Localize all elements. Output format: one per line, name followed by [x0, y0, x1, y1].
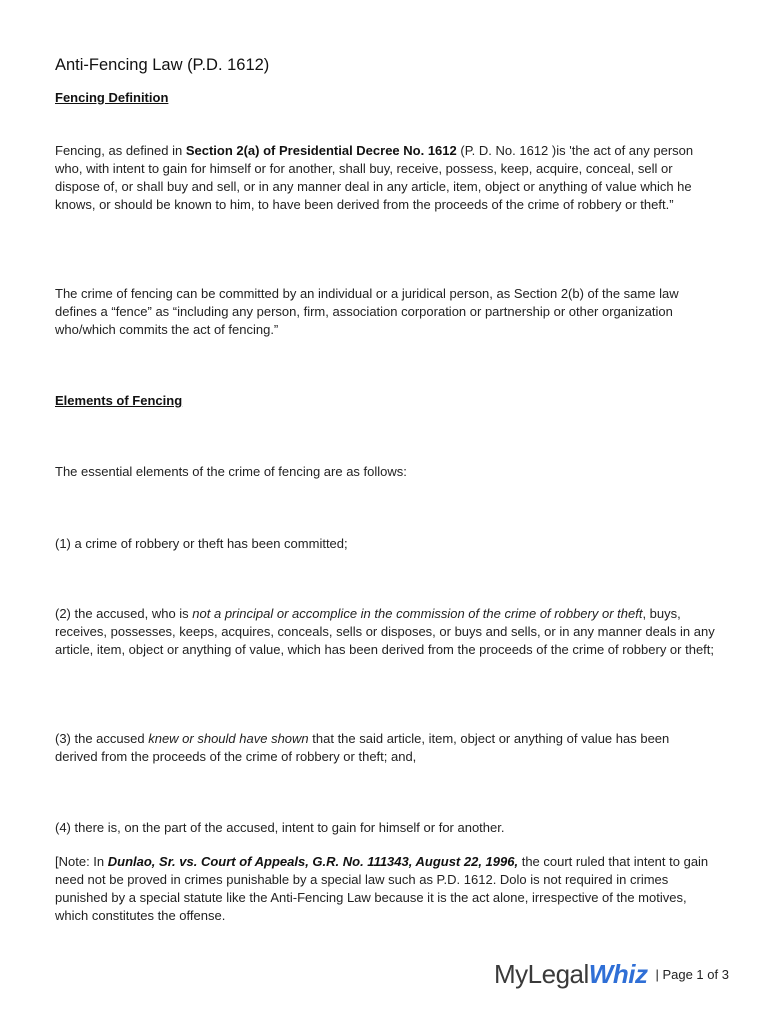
element-3 [55, 730, 715, 766]
note-text-c: the court ruled that intent to gain need not be proved in crimes punishable by a special law such as P.D. 1612. Dolo is not required in crimes punished by a special statute like the Anti-Fencing Law because it is the act alone, irrespective of the motives, which constitutes the offense. [55, 854, 709, 923]
element-4: (4) there is, on the part of the accused, intent to gain for himself or for another. [55, 820, 505, 835]
heading-elements-of-fencing: Elements of Fencing [55, 393, 183, 408]
document-title: Anti-Fencing Law (P.D. 1612) [55, 56, 270, 74]
heading-fencing-definition: Fencing Definition [55, 90, 169, 105]
element-1: (1) a crime of robbery or theft has been committed; [55, 536, 348, 551]
element-3-text-c: that the said article, item, object or anything of value has been derived from the proceeds of the crime of robbery or theft; and, [55, 731, 670, 764]
logo-my: My [494, 959, 528, 989]
paragraph-essential-elements: The essential elements of the crime of fencing are as follows: [55, 464, 407, 479]
element-2-text-a: (2) the accused, who is [55, 606, 193, 621]
logo-whiz: Whiz [588, 959, 648, 989]
element-2-text-c: , buys, receives, possesses, keeps, acquires, conceals, sells or disposes, or buys and sells, or in any manner deals in any article, item, object or anything of value, which has been derived from the proceeds of the crime of robbery or theft; [55, 606, 715, 657]
paragraph-definition [55, 142, 715, 214]
page-number: | Page 1 of 3 [655, 966, 729, 982]
mylegalwhiz-logo [494, 961, 647, 987]
note-case-citation-italic: Dunlao, Sr. vs. Court of Appeals, G.R. No. 111343, August 22, 1996, [107, 854, 519, 869]
paragraph-definition-text-c: (P. D. No. 1612 )is 'the act of any person who, with intent to gain for himself or for another, shall buy, receive, possess, keep, acquire, conceal, sell or dispose of, or shall buy and sell, or in any manner deal in any article, item, object or anything of value which he knows, or should be known to him, to have been derived from the proceeds of the crime of robbery or theft.” [55, 143, 694, 212]
note-text-a: [Note: In [55, 854, 108, 869]
element-3-italic: knew or should have shown [148, 731, 309, 746]
element-2-italic: not a principal or accomplice in the commission of the crime of robbery or theft [192, 606, 643, 621]
page-footer [494, 958, 729, 990]
logo-legal: Legal [527, 959, 589, 989]
note-paragraph [55, 853, 715, 925]
note-case-citation [108, 854, 518, 869]
element-2 [55, 605, 715, 659]
paragraph-definition-text-a: Fencing, as defined in [55, 143, 186, 158]
paragraph-juridical-person: The crime of fencing can be committed by an individual or a juridical person, as Section 2(b) of the same law defines a “fence” as “including any person, firm, association corporation or partnership or other organization who/which commits the act of fencing.” [55, 286, 679, 337]
paragraph-definition-bold: Section 2(a) of Presidential Decree No. 1612 [185, 143, 457, 158]
element-3-text-a: (3) the accused [55, 731, 149, 746]
